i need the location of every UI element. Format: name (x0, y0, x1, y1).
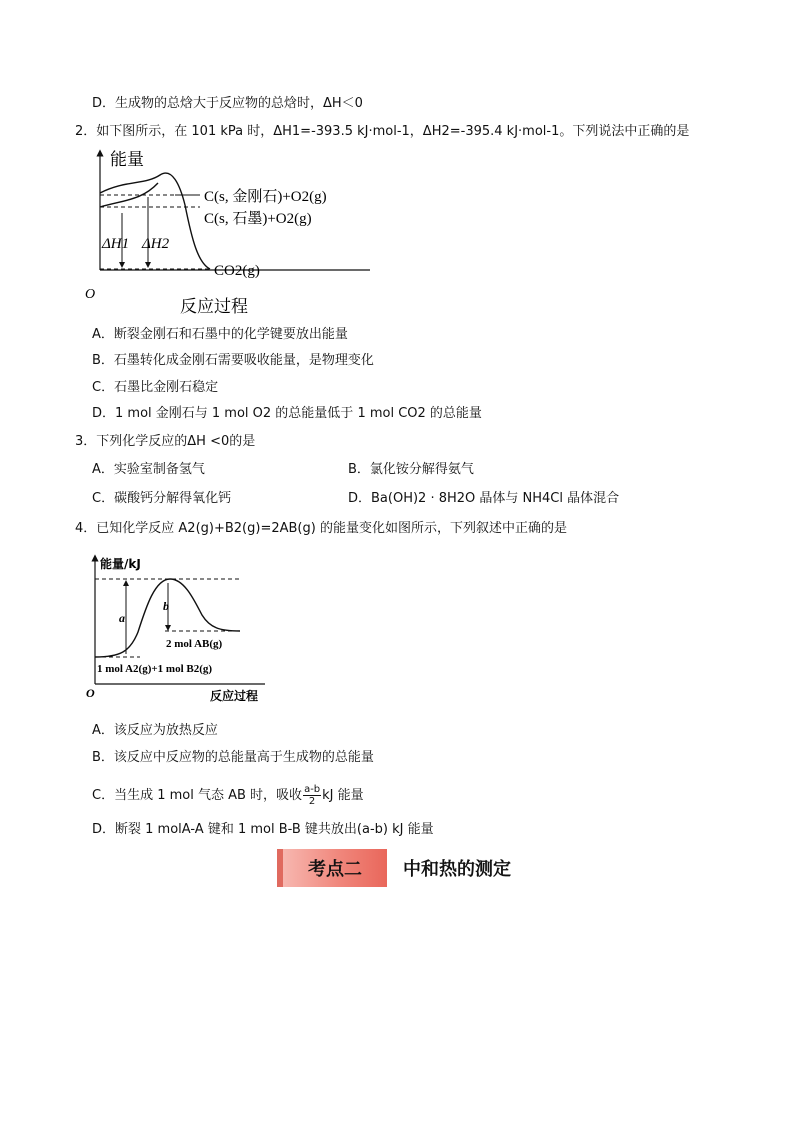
q3-option-c: C．碳酸钙分解得氧化钙 (92, 491, 232, 506)
q4-option-d: D．断裂 1 molA-A 键和 1 mol B-B 键共放出(a-b) kJ 能量 (92, 822, 434, 837)
q3-option-b: B．氯化铵分解得氨气 (348, 462, 474, 477)
q2-x-label: 反应过程 (180, 297, 248, 317)
q3-option-d: D．Ba(OH)2 · 8H2O 晶体与 NH4Cl 晶体混合 (348, 491, 620, 506)
q4-y-label: 能量/kJ (100, 557, 141, 571)
q2-stem-prefix: 2．如下图所示，在 101 kPa 时， (75, 124, 274, 139)
q4-arrow-b-label: b (163, 599, 169, 613)
q2-origin: O (85, 287, 96, 302)
q2-y-label: 能量 (110, 150, 144, 170)
q3-option-a: A．实验室制备氢气 (92, 462, 205, 477)
q2-option-a: A．断裂金刚石和石墨中的化学键要放出能量 (92, 327, 348, 342)
q2-stem-suffix: 下列说法中正确的是 (572, 124, 690, 139)
q4-level-product-label: 2 mol AB(g) (166, 638, 223, 650)
q2-dh2: ΔH2=-395.4 kJ·mol-1。 (422, 124, 573, 139)
q3-stem: 3．下列化学反应的ΔH <0的是 (75, 434, 256, 449)
q4-option-c (92, 784, 364, 807)
q4-option-c-denominator: 2 (308, 796, 316, 807)
q2-stem (75, 123, 689, 141)
q4-option-c-suffix: kJ 能量 (322, 788, 364, 803)
q4-energy-diagram (80, 552, 280, 707)
q4-level-reactant-label: 1 mol A2(g)+1 mol B2(g) (97, 663, 213, 675)
q1-option-d: D．生成物的总焓大于反应物的总焓时，ΔH＜0 (92, 96, 363, 111)
q2-option-d: D．1 mol 金刚石与 1 mol O2 的总能量低于 1 mol CO2 的总能量 (92, 406, 482, 421)
q2-level-product-label: CO2(g) (214, 263, 260, 279)
section-title: 中和热的测定 (403, 859, 511, 880)
q2-option-c: C．石墨比金刚石稳定 (92, 380, 219, 395)
q4-option-c-prefix: C．当生成 1 mol 气态 AB 时，吸收 (92, 788, 303, 803)
q4-option-b: B．该反应中反应物的总能量高于生成物的总能量 (92, 750, 374, 765)
q4-stem: 4．已知化学反应 A2(g)+B2(g)=2AB(g) 的能量变化如图所示，下列叙述中正确的是 (75, 521, 567, 536)
q4-arrow-a-label: a (119, 611, 125, 625)
q2-curve-diamond (100, 173, 210, 269)
q2-level-diamond-label: C(s, 金刚石)+O2(g) (204, 189, 327, 205)
q2-arrow-dh1-label: ΔH1 (102, 236, 130, 252)
q2-energy-diagram (80, 145, 380, 320)
q4-option-c-fraction (303, 784, 321, 807)
q2-arrow-dh2-label: ΔH2 (142, 236, 170, 252)
q2-option-b: B．石墨转化成金刚石需要吸收能量，是物理变化 (92, 353, 374, 368)
q2-level-graphite-label: C(s, 石墨)+O2(g) (204, 211, 312, 227)
section-label: 考点二 (277, 849, 387, 887)
q4-x-label: 反应过程 (210, 689, 259, 703)
q4-option-c-numerator: a-b (304, 784, 321, 795)
q4-origin: O (86, 686, 95, 700)
section-banner (277, 849, 511, 887)
q2-dh1: ΔH1=-393.5 kJ·mol-1， (273, 124, 423, 139)
q4-option-a: A．该反应为放热反应 (92, 723, 218, 738)
